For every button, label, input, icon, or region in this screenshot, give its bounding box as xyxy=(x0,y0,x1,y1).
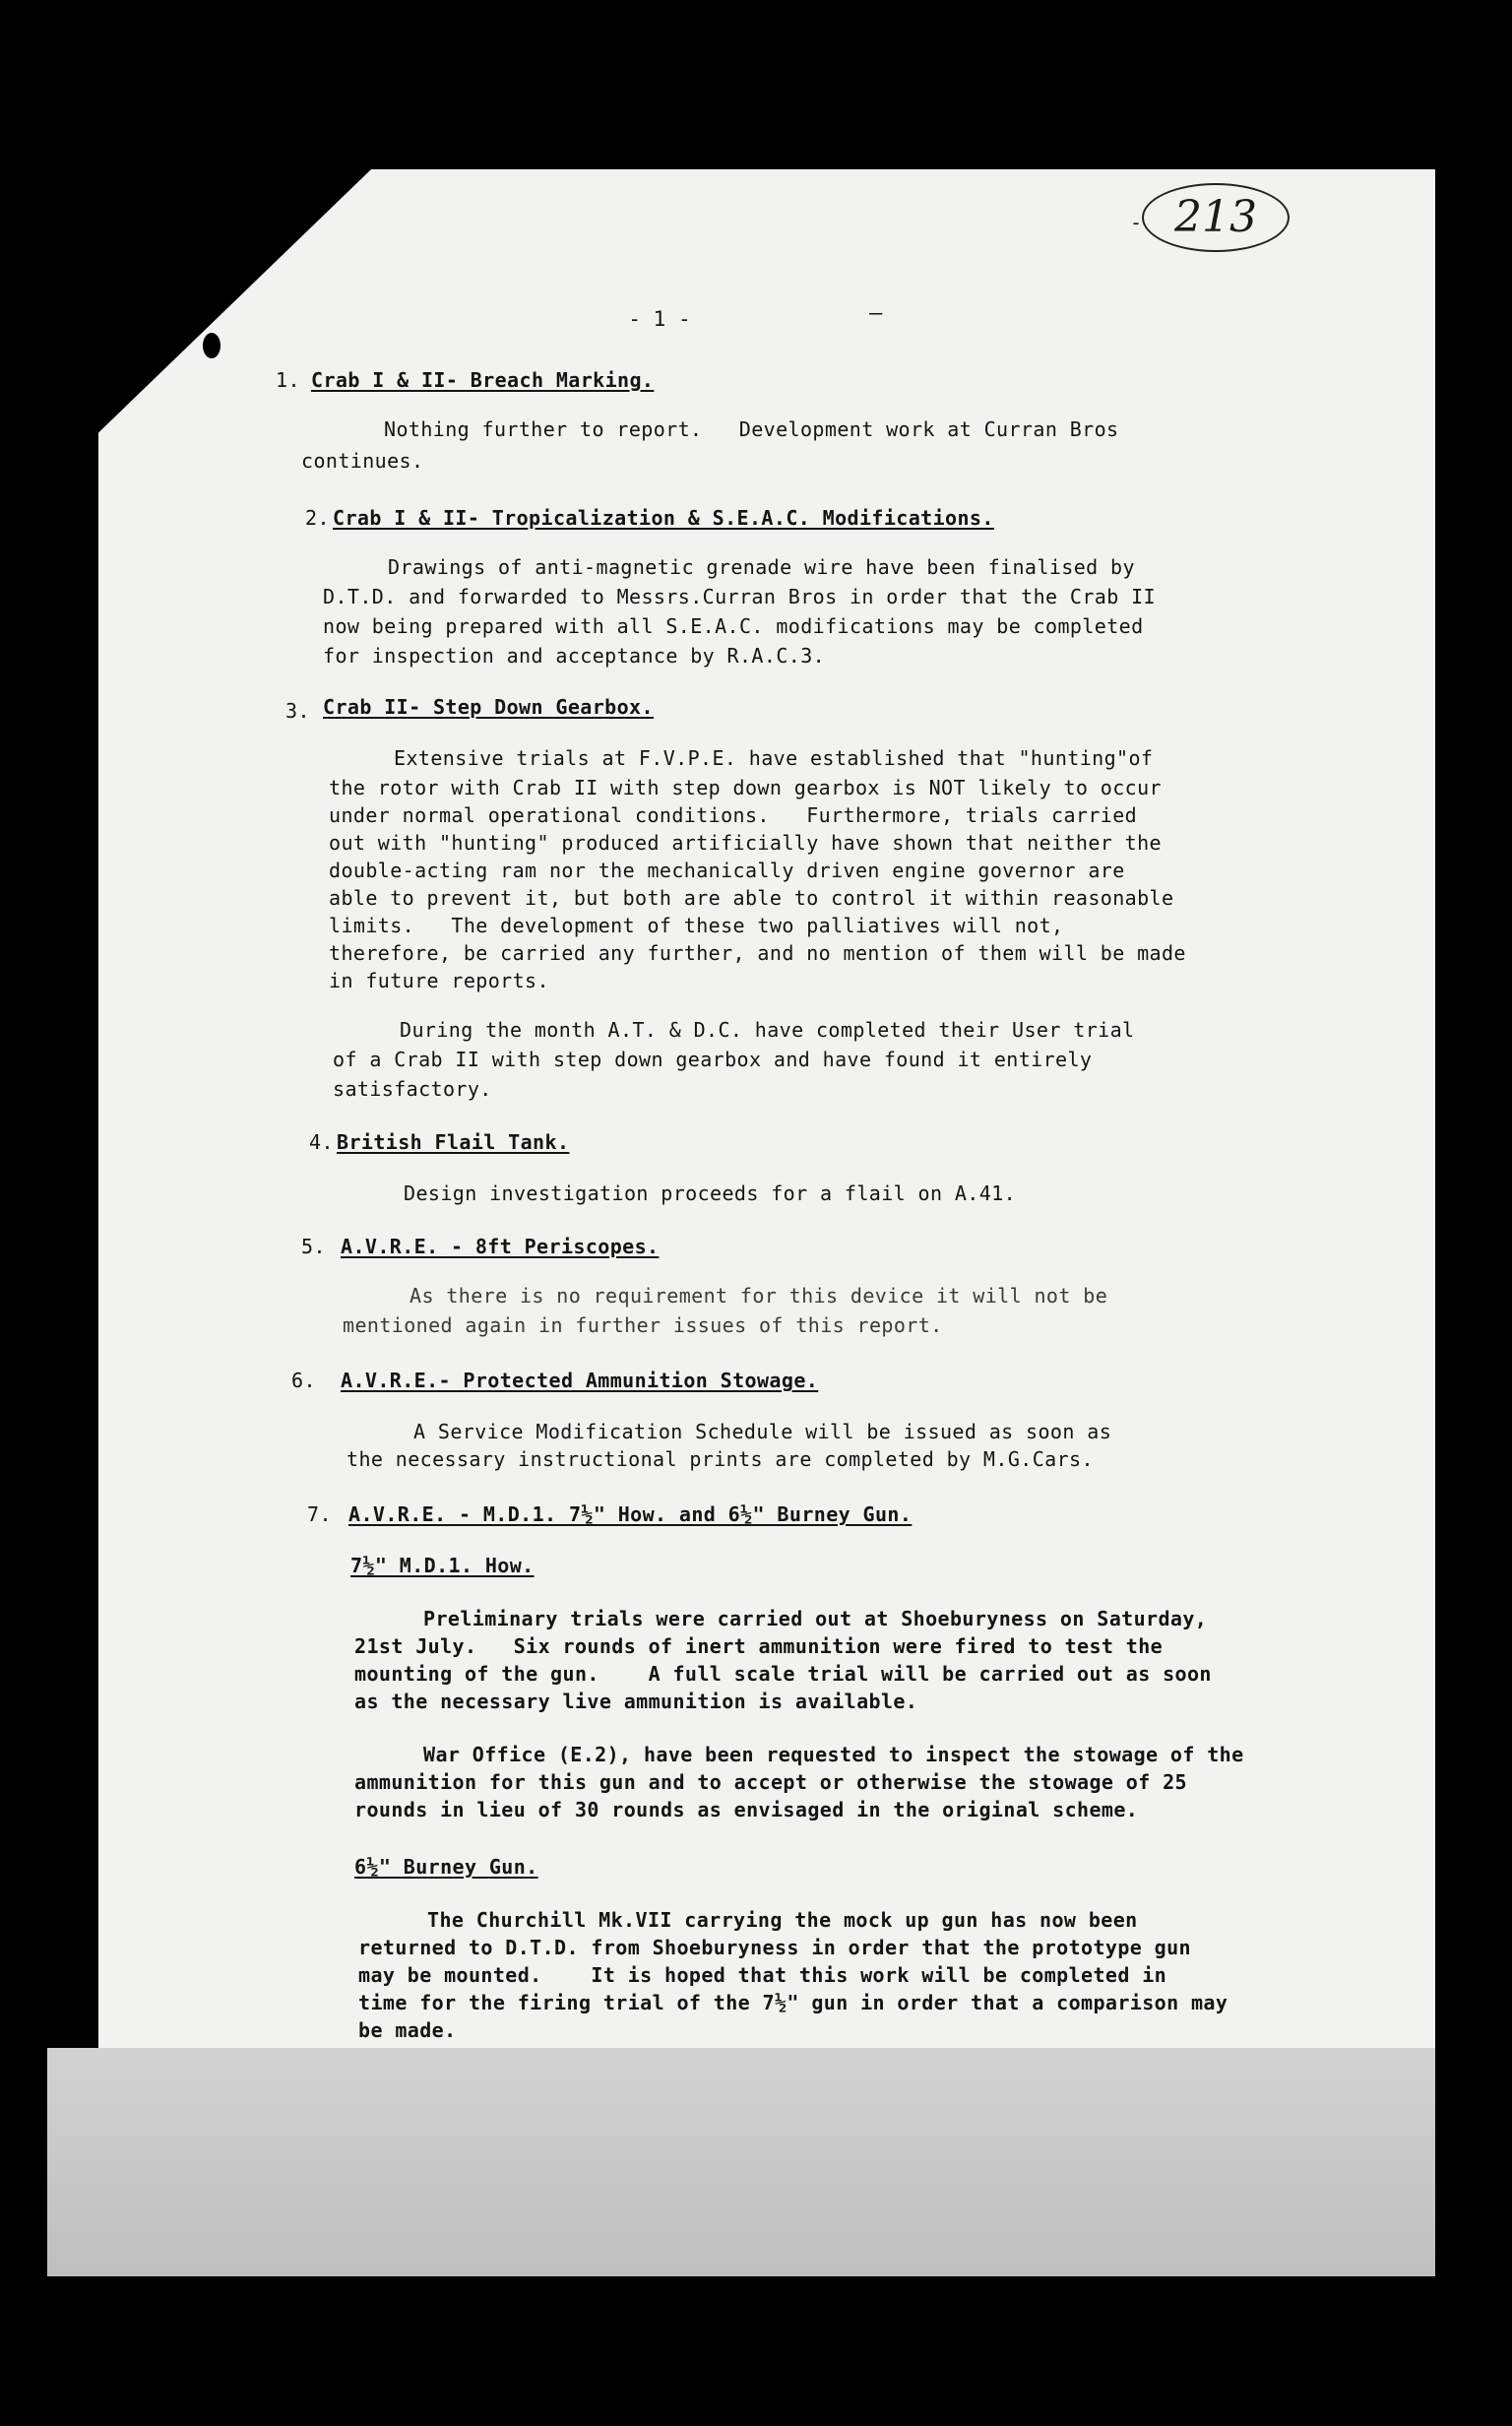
section-number: 6. xyxy=(291,1369,316,1392)
paragraph-line: therefore, be carried any further, and no mention of them will be made xyxy=(329,941,1186,965)
subsection-heading: 6½" Burney Gun. xyxy=(354,1855,538,1879)
paragraph-line: returned to D.T.D. from Shoeburyness in order that the prototype gun xyxy=(358,1936,1191,1959)
section-number: 7. xyxy=(307,1502,332,1526)
subsection-heading: 7½" M.D.1. How. xyxy=(350,1554,535,1577)
paragraph-line: limits. The development of these two palliatives will not, xyxy=(329,914,1064,937)
section-heading: Crab II- Step Down Gearbox. xyxy=(323,695,654,719)
paragraph-line: double-acting ram nor the mechanically driven engine governor are xyxy=(329,859,1125,882)
paragraph-line: under normal operational conditions. Furthermore, trials carried xyxy=(329,803,1138,827)
punch-hole-mark xyxy=(203,333,220,358)
section-heading: Crab I & II- Breach Marking. xyxy=(311,368,655,392)
paragraph-line: may be mounted. It is hoped that this work will be completed in xyxy=(358,1963,1167,1987)
paragraph-line: 21st July. Six rounds of inert ammunition were fired to test the xyxy=(354,1634,1164,1658)
paragraph-line: ammunition for this gun and to accept or otherwise the stowage of 25 xyxy=(354,1770,1187,1794)
paragraph-line: the necessary instructional prints are completed by M.G.Cars. xyxy=(346,1447,1094,1471)
section-heading: A.V.R.E.- Protected Ammunition Stowage. xyxy=(341,1369,819,1392)
paragraph-line: During the month A.T. & D.C. have completed their User trial xyxy=(400,1018,1135,1042)
paragraph-line: Design investigation proceeds for a flail on A.41. xyxy=(404,1181,1017,1205)
paragraph-line: As there is no requirement for this device it will not be xyxy=(410,1284,1108,1308)
paragraph-line: time for the firing trial of the 7½" gun in order that a comparison may xyxy=(358,1991,1228,2014)
paragraph-line: for inspection and acceptance by R.A.C.3. xyxy=(323,644,826,668)
paragraph-line: as the necessary live ammunition is available. xyxy=(354,1690,918,1713)
paragraph-line: Extensive trials at F.V.P.E. have established that "hunting"of xyxy=(394,746,1154,770)
paragraph-line: be made. xyxy=(358,2018,457,2042)
section-heading: British Flail Tank. xyxy=(337,1130,570,1154)
section-number: 4. xyxy=(309,1130,334,1154)
paragraph-line: now being prepared with all S.E.A.C. modifications may be completed xyxy=(323,614,1144,638)
paragraph-line: satisfactory. xyxy=(333,1077,492,1101)
page-number: - 1 - xyxy=(628,307,691,331)
folio-number-stamp: 213 xyxy=(1142,183,1290,252)
scan-lower-strip xyxy=(47,2048,1435,2276)
section-heading: Crab I & II- Tropicalization & S.E.A.C. Modifications. xyxy=(333,506,994,530)
section-heading: A.V.R.E. - 8ft Periscopes. xyxy=(341,1235,660,1258)
paragraph-line: of a Crab II with step down gearbox and have found it entirely xyxy=(333,1048,1093,1071)
paragraph-line: rounds in lieu of 30 rounds as envisaged in the original scheme. xyxy=(354,1798,1139,1821)
folio-dash: - xyxy=(1130,211,1143,234)
paragraph-line: able to prevent it, but both are able to control it within reasonable xyxy=(329,886,1174,910)
paragraph-line: A Service Modification Schedule will be issued as soon as xyxy=(413,1420,1112,1443)
paragraph-line: mentioned again in further issues of this report. xyxy=(343,1313,943,1337)
section-number: 5. xyxy=(301,1235,326,1258)
section-number: 1. xyxy=(276,368,300,392)
section-number: 3. xyxy=(285,699,310,723)
paragraph-line: continues. xyxy=(301,449,424,473)
paragraph-line: out with "hunting" produced artificially have shown that neither the xyxy=(329,831,1162,855)
paragraph-line: the rotor with Crab II with step down gearbox is NOT likely to occur xyxy=(329,776,1162,799)
page-mark-dash: — xyxy=(869,301,883,326)
paragraph-line: mounting of the gun. A full scale trial will be carried out as soon xyxy=(354,1662,1212,1686)
paragraph-line: D.T.D. and forwarded to Messrs.Curran Bros in order that the Crab II xyxy=(323,585,1156,608)
paragraph-line: Preliminary trials were carried out at Shoeburyness on Saturday, xyxy=(423,1607,1208,1630)
section-heading: A.V.R.E. - M.D.1. 7½" How. and 6½" Burney Gun. xyxy=(348,1502,913,1526)
paragraph-line: The Churchill Mk.VII carrying the mock up gun has now been xyxy=(427,1908,1138,1932)
section-number: 2. xyxy=(305,506,330,530)
paragraph-line: Drawings of anti-magnetic grenade wire have been finalised by xyxy=(388,555,1135,579)
paragraph-line: Nothing further to report. Development work at Curran Bros xyxy=(384,417,1119,441)
paragraph-line: in future reports. xyxy=(329,969,549,992)
paragraph-line: War Office (E.2), have been requested to inspect the stowage of the xyxy=(423,1743,1244,1766)
